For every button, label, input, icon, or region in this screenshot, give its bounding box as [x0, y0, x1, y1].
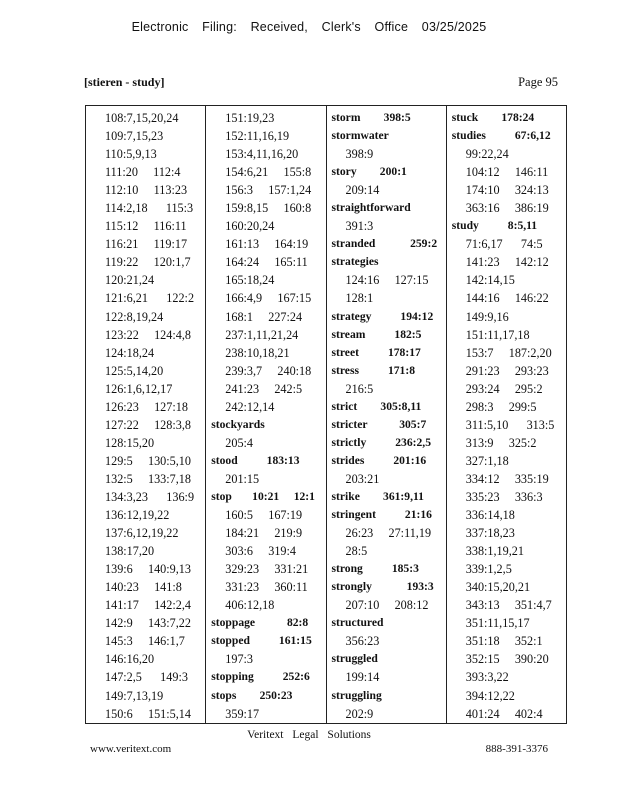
page-number: Page 95 [518, 75, 558, 89]
index-term-line: storm 398:5 [331, 111, 411, 124]
index-term-line: strike 361:9,11 [331, 489, 424, 503]
index-reference-line: 335:23 336:3 [465, 489, 543, 504]
index-reference-line: 132:5 133:7,18 [105, 471, 191, 486]
index-reference-line: 154:6,21 155:8 [225, 165, 312, 180]
index-reference-line: 119:22 120:1,7 [105, 255, 191, 270]
word-index-table [85, 105, 567, 724]
index-reference-line: 153:4,11,16,20 [225, 147, 299, 162]
index-reference-line: 166:4,9 167:15 [225, 291, 312, 306]
index-reference-line: 336:14,18 [465, 508, 515, 523]
index-reference-line: 134:3,23 136:9 [105, 489, 195, 504]
index-reference-line: 124:18,24 [105, 345, 155, 360]
index-reference-line: 391:3 [345, 219, 374, 234]
index-term-line: strategies [331, 255, 379, 269]
index-term-line: strictly 236:2,5 [331, 435, 431, 449]
index-reference-line: 112:10 113:23 [105, 183, 188, 198]
index-term-line: strongly 193:3 [331, 580, 434, 594]
index-reference-line: 394:12,22 [465, 688, 515, 703]
index-reference-line: 128:15,20 [105, 435, 155, 450]
index-reference-line: 109:7,15,23 [105, 129, 164, 144]
index-reference-line: 334:12 335:19 [465, 471, 549, 486]
index-reference-line: 108:7,15,20,24 [105, 111, 179, 125]
index-term-line: stormwater [331, 129, 389, 143]
footer-phone: 888-391-3376 [485, 743, 548, 755]
index-reference-line: 352:15 390:20 [465, 652, 549, 667]
index-column-4 [446, 106, 566, 723]
index-reference-line: 168:1 227:24 [225, 309, 303, 324]
index-reference-line: 104:12 146:11 [465, 165, 549, 180]
index-term-line: stuck 178:24 [451, 111, 535, 124]
index-reference-line: 174:10 324:13 [465, 183, 549, 198]
index-term-line: stranded 259:2 [331, 237, 438, 251]
index-reference-line: 116:21 119:17 [105, 237, 188, 252]
index-reference-line: 71:6,17 74:5 [465, 237, 543, 252]
index-reference-line: 398:9 [345, 147, 374, 162]
index-reference-line: 184:21 219:9 [225, 526, 303, 541]
index-term-line: stringent 21:16 [331, 508, 432, 522]
index-reference-line: 339:1,2,5 [465, 562, 512, 577]
index-term-line: strategy 194:12 [331, 309, 434, 323]
index-term-line: structured [331, 616, 384, 630]
index-reference-line: 209:14 [345, 183, 380, 198]
index-term-line: stopped 161:15 [211, 634, 312, 648]
index-reference-line: 199:14 [345, 670, 380, 685]
index-reference-line: 331:23 360:11 [225, 580, 308, 595]
index-term-line: story 200:1 [331, 165, 407, 179]
index-term-line: struggled [331, 652, 378, 666]
footer-company: Veritext Legal Solutions [247, 729, 371, 741]
index-reference-line: 160:20,24 [225, 219, 275, 234]
index-reference-line: 238:10,18,21 [225, 345, 290, 360]
index-reference-line: 26:23 27:11,19 [345, 526, 432, 541]
index-reference-line: 351:11,15,17 [465, 616, 530, 631]
index-reference-line: 161:13 164:19 [225, 237, 309, 252]
index-reference-line: 110:5,9,13 [105, 147, 157, 162]
index-term-line: studies 67:6,12 [451, 129, 551, 143]
index-reference-line: 313:9 325:2 [465, 435, 537, 450]
index-reference-line: 351:18 352:1 [465, 634, 543, 649]
index-reference-line: 207:10 208:12 [345, 598, 429, 613]
index-reference-line: 152:11,16,19 [225, 129, 290, 144]
index-reference-line: 99:22,24 [465, 147, 509, 162]
index-reference-line: 144:16 146:22 [465, 291, 549, 306]
index-reference-line: 28:5 [345, 544, 368, 559]
index-reference-line: 141:17 142:2,4 [105, 598, 191, 613]
index-reference-line: 406:12,18 [225, 598, 275, 613]
index-term-line: stress 171:8 [331, 363, 416, 377]
index-reference-line: 153:7 187:2,20 [465, 345, 552, 360]
index-reference-line: 356:23 [345, 634, 380, 649]
index-reference-line: 156:3 157:1,24 [225, 183, 312, 198]
index-reference-line: 111:20 112:4 [105, 165, 181, 180]
index-term-line: stockyards [211, 417, 265, 431]
index-reference-line: 340:15,20,21 [465, 580, 531, 595]
index-reference-line: 159:8,15 160:8 [225, 201, 312, 216]
index-reference-line: 337:18,23 [465, 526, 515, 541]
index-reference-line: 141:23 142:12 [465, 255, 549, 270]
index-reference-line: 122:8,19,24 [105, 309, 164, 324]
index-reference-line: 293:24 295:2 [465, 381, 543, 396]
index-reference-line: 114:2,18 115:3 [105, 201, 194, 216]
index-term-line: strides 201:16 [331, 453, 427, 467]
index-term-line: strict 305:8,11 [331, 399, 422, 413]
index-reference-line: 142:9 143:7,22 [105, 616, 191, 631]
index-reference-line: 205:4 [225, 435, 254, 450]
index-reference-line: 139:6 140:9,13 [105, 562, 191, 577]
index-reference-line: 359:17 [225, 706, 260, 721]
index-column-2 [205, 106, 325, 723]
index-reference-line: 241:23 242:5 [225, 381, 303, 396]
index-term-line: struggling [331, 688, 382, 702]
index-reference-line: 151:19,23 [225, 111, 275, 125]
index-reference-line: 298:3 299:5 [465, 399, 537, 414]
index-term-line: stop 10:21 12:1 [211, 489, 315, 503]
index-term-line: strong 185:3 [331, 562, 419, 576]
index-reference-line: 145:3 146:1,7 [105, 634, 185, 649]
index-reference-line: 125:5,14,20 [105, 363, 164, 378]
index-reference-line: 393:3,22 [465, 670, 509, 685]
index-reference-line: 150:6 151:5,14 [105, 706, 191, 721]
index-reference-line: 123:22 124:4,8 [105, 327, 191, 342]
index-reference-line: 120:21,24 [105, 273, 155, 288]
index-reference-line: 138:17,20 [105, 544, 155, 559]
index-column-3 [326, 106, 446, 723]
index-reference-line: 126:1,6,12,17 [105, 381, 173, 396]
index-reference-line: 115:12 116:11 [105, 219, 187, 234]
index-reference-line: 160:5 167:19 [225, 508, 303, 523]
index-term-line: stricter 305:7 [331, 417, 427, 431]
index-reference-line: 343:13 351:4,7 [465, 598, 552, 613]
index-range-label: [stieren - study] [84, 75, 165, 89]
index-reference-line: 149:9,16 [465, 309, 509, 324]
index-reference-line: 303:6 319:4 [225, 544, 297, 559]
index-reference-line: 121:6,21 122:2 [105, 291, 195, 306]
index-reference-line: 338:1,19,21 [465, 544, 524, 559]
index-reference-line: 146:16,20 [105, 652, 155, 667]
filing-stamp: Electronic Filing: Received, Clerk's Office 03/25/2025 [131, 20, 487, 34]
index-reference-line: 127:22 128:3,8 [105, 417, 191, 432]
index-reference-line: 151:11,17,18 [465, 327, 530, 342]
index-term-line: study 8:5,11 [451, 219, 538, 233]
index-reference-line: 202:9 [345, 706, 374, 721]
index-reference-line: 329:23 331:21 [225, 562, 309, 577]
index-term-line: street 178:17 [331, 345, 421, 359]
index-reference-line: 147:2,5 149:3 [105, 670, 188, 685]
index-reference-line: 126:23 127:18 [105, 399, 188, 414]
index-term-line: stoppage 82:8 [211, 616, 309, 630]
index-reference-line: 124:16 127:15 [345, 273, 429, 288]
index-term-line: stops 250:23 [211, 688, 293, 702]
index-term-line: stream 182:5 [331, 327, 422, 341]
index-term-line: stood 183:13 [211, 453, 300, 467]
index-reference-line: 197:3 [225, 652, 254, 667]
index-reference-line: 142:14,15 [465, 273, 515, 288]
index-reference-line: 311:5,10 313:5 [465, 417, 555, 432]
index-reference-line: 239:3,7 240:18 [225, 363, 312, 378]
index-reference-line: 164:24 165:11 [225, 255, 308, 270]
index-reference-line: 136:12,19,22 [105, 508, 170, 523]
index-reference-line: 140:23 141:8 [105, 580, 182, 595]
index-column-1 [86, 106, 205, 723]
index-reference-line: 137:6,12,19,22 [105, 526, 179, 541]
index-reference-line: 129:5 130:5,10 [105, 453, 191, 468]
index-reference-line: 203:21 [345, 471, 380, 486]
index-reference-line: 242:12,14 [225, 399, 275, 414]
index-term-line: stopping 252:6 [211, 670, 310, 684]
index-reference-line: 165:18,24 [225, 273, 275, 288]
index-reference-line: 237:1,11,21,24 [225, 327, 299, 342]
index-reference-line: 149:7,13,19 [105, 688, 164, 703]
index-reference-line: 401:24 402:4 [465, 706, 543, 721]
index-reference-line: 327:1,18 [465, 453, 509, 468]
index-reference-line: 363:16 386:19 [465, 201, 549, 216]
index-term-line: straightforward [331, 201, 411, 215]
index-reference-line: 128:1 [345, 291, 374, 306]
index-reference-line: 291:23 293:23 [465, 363, 549, 378]
index-reference-line: 216:5 [345, 381, 374, 396]
footer-website: www.veritext.com [90, 743, 172, 755]
index-reference-line: 201:15 [225, 471, 260, 486]
